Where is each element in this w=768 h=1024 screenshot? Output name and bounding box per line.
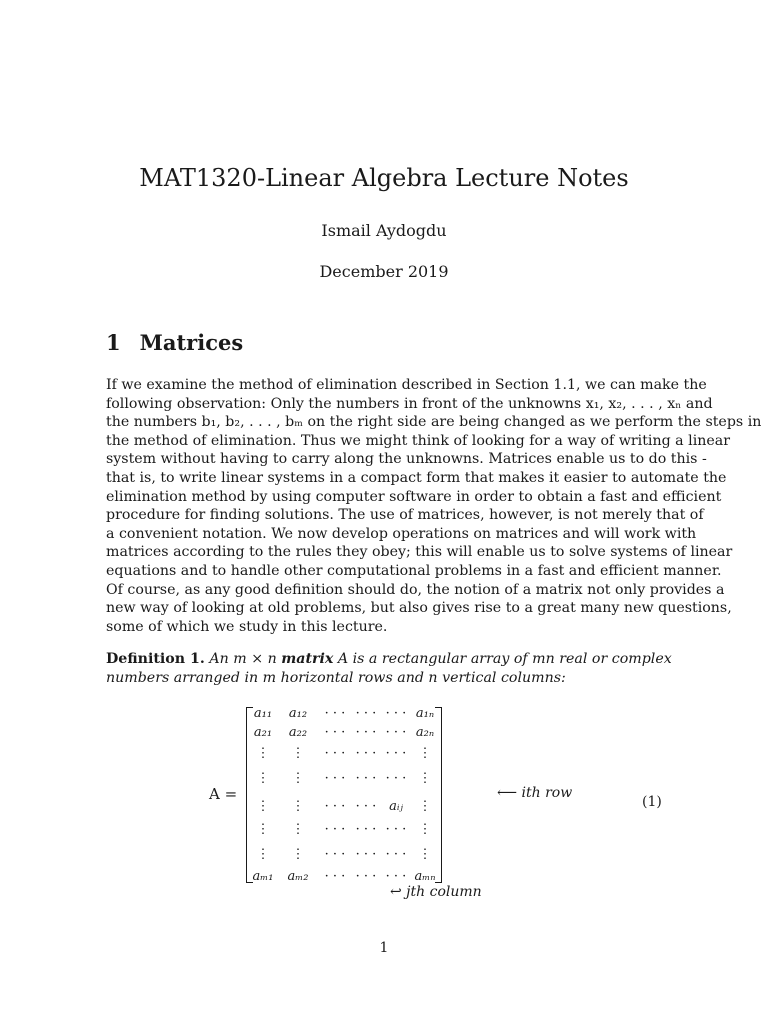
matrix-entry: · · · xyxy=(324,799,346,814)
paragraph-line: equations and to handle other computational problems in a fast and efficient manner. xyxy=(106,562,722,579)
section-title: Matrices xyxy=(139,330,244,355)
definition-text: numbers arranged in m horizontal rows and n vertical columns: xyxy=(106,670,566,686)
paragraph-line: If we examine the method of elimination described in Section 1.1, we can make the xyxy=(106,377,707,393)
matrix-entry: · · · xyxy=(355,706,377,721)
paragraph-line: some of which we study in this lecture. xyxy=(106,618,388,635)
matrix-entry: ⋮ xyxy=(418,822,432,837)
definition-label: Definition 1. xyxy=(106,651,205,667)
matrix-entry: ⋮ xyxy=(418,771,432,786)
matrix-entry: · · · xyxy=(385,746,407,761)
paragraph-line: the numbers b₁, b₂, . . . , bₘ on the right side are being changed as we perform the steps in xyxy=(106,414,762,431)
matrix-entry: a₁₁ xyxy=(253,706,273,721)
matrix-entry: aᵢⱼ xyxy=(389,799,403,814)
matrix-entry: ⋮ xyxy=(256,847,270,862)
matrix-entry: · · · xyxy=(355,847,377,862)
paragraph-line: following observation: Only the numbers in front of the unknowns x₁, x₂, . . . , xₙ and xyxy=(106,395,713,412)
definition-block xyxy=(106,650,672,688)
matrix-entry: · · · xyxy=(385,706,407,721)
matrix-entry: ⋮ xyxy=(291,771,305,786)
equation-lhs: A = xyxy=(209,785,238,803)
document-title: MAT1320-Linear Algebra Lecture Notes xyxy=(139,164,629,192)
document-date: December 2019 xyxy=(319,262,449,281)
paragraph-line: the method of elimination. Thus we might think of looking for a way of writing a linear xyxy=(106,432,731,449)
equation-number: (1) xyxy=(642,794,662,810)
matrix-entry: ⋮ xyxy=(418,746,432,761)
matrix-entry: · · · xyxy=(385,847,407,862)
matrix-entry: · · · xyxy=(385,822,407,837)
matrix-entry: · · · xyxy=(385,869,407,884)
matrix-entry: · · · xyxy=(324,725,346,740)
matrix-entry: ⋮ xyxy=(291,822,305,837)
matrix-entry: · · · xyxy=(385,725,407,740)
matrix-entry: · · · xyxy=(324,746,346,761)
matrix-entry: ⋮ xyxy=(418,847,432,862)
matrix-entry: · · · xyxy=(355,725,377,740)
paragraph-line: new way of looking at old problems, but also gives rise to a great many new questions, xyxy=(106,600,732,617)
matrix-entry: aₘ₂ xyxy=(287,869,309,884)
matrix-entry: · · · xyxy=(355,771,377,786)
paragraph-line: Of course, as any good definition should do, the notion of a matrix not only provides a xyxy=(106,581,725,598)
paragraph-line: matrices according to the rules they obey; this will enable us to solve systems of linear xyxy=(106,544,733,561)
matrix-entry: aₘₙ xyxy=(414,869,436,884)
matrix-entry: a₂ₙ xyxy=(415,725,435,740)
section-heading xyxy=(106,330,243,355)
matrix-entry: · · · xyxy=(355,799,377,814)
matrix-entry: ⋮ xyxy=(418,799,432,814)
row-annotation: ⟵ ith row xyxy=(497,785,573,801)
matrix-entry: ⋮ xyxy=(256,799,270,814)
paragraph-line: procedure for finding solutions. The use of matrices, however, is not merely that of xyxy=(106,507,704,524)
matrix-entry: a₁ₙ xyxy=(415,706,435,721)
paragraph-line: that is, to write linear systems in a compact form that makes it easier to automate the xyxy=(106,469,727,486)
matrix-entry: ⋮ xyxy=(256,771,270,786)
column-annotation: ↩ jth column xyxy=(390,884,482,900)
matrix-entry: · · · xyxy=(324,847,346,862)
matrix-entry: · · · xyxy=(355,869,377,884)
definition-text: An m × n xyxy=(209,651,282,667)
section-number: 1 xyxy=(106,330,121,355)
matrix-entry: · · · xyxy=(355,746,377,761)
body-paragraph xyxy=(106,376,762,636)
matrix-entry: · · · xyxy=(324,869,346,884)
author-name: Ismail Aydogdu xyxy=(321,221,447,240)
matrix-entry: ⋮ xyxy=(291,799,305,814)
paragraph-line: a convenient notation. We now develop operations on matrices and will work with xyxy=(106,525,697,542)
matrix-entry: · · · xyxy=(355,822,377,837)
definition-text: A is a rectangular array of mn real or complex xyxy=(333,651,672,667)
page-number: 1 xyxy=(379,940,389,956)
matrix-entry: · · · xyxy=(385,771,407,786)
matrix-entry: a₁₂ xyxy=(288,706,308,721)
matrix-entry: ⋮ xyxy=(256,746,270,761)
matrix-entry: ⋮ xyxy=(291,847,305,862)
matrix-entry: aₘ₁ xyxy=(252,869,274,884)
matrix-entry: · · · xyxy=(324,822,346,837)
matrix-entry: ⋮ xyxy=(256,822,270,837)
paragraph-line: system without having to carry along the unknowns. Matrices enable us to do this - xyxy=(106,451,707,468)
matrix-entry: ⋮ xyxy=(291,746,305,761)
matrix-entry: · · · xyxy=(324,771,346,786)
paragraph-line: elimination method by using computer software in order to obtain a fast and efficient xyxy=(106,488,722,505)
matrix-entry: a₂₂ xyxy=(288,725,308,740)
matrix-entry: · · · xyxy=(324,706,346,721)
matrix-entry: a₂₁ xyxy=(253,725,273,740)
definition-term: matrix xyxy=(281,651,334,667)
